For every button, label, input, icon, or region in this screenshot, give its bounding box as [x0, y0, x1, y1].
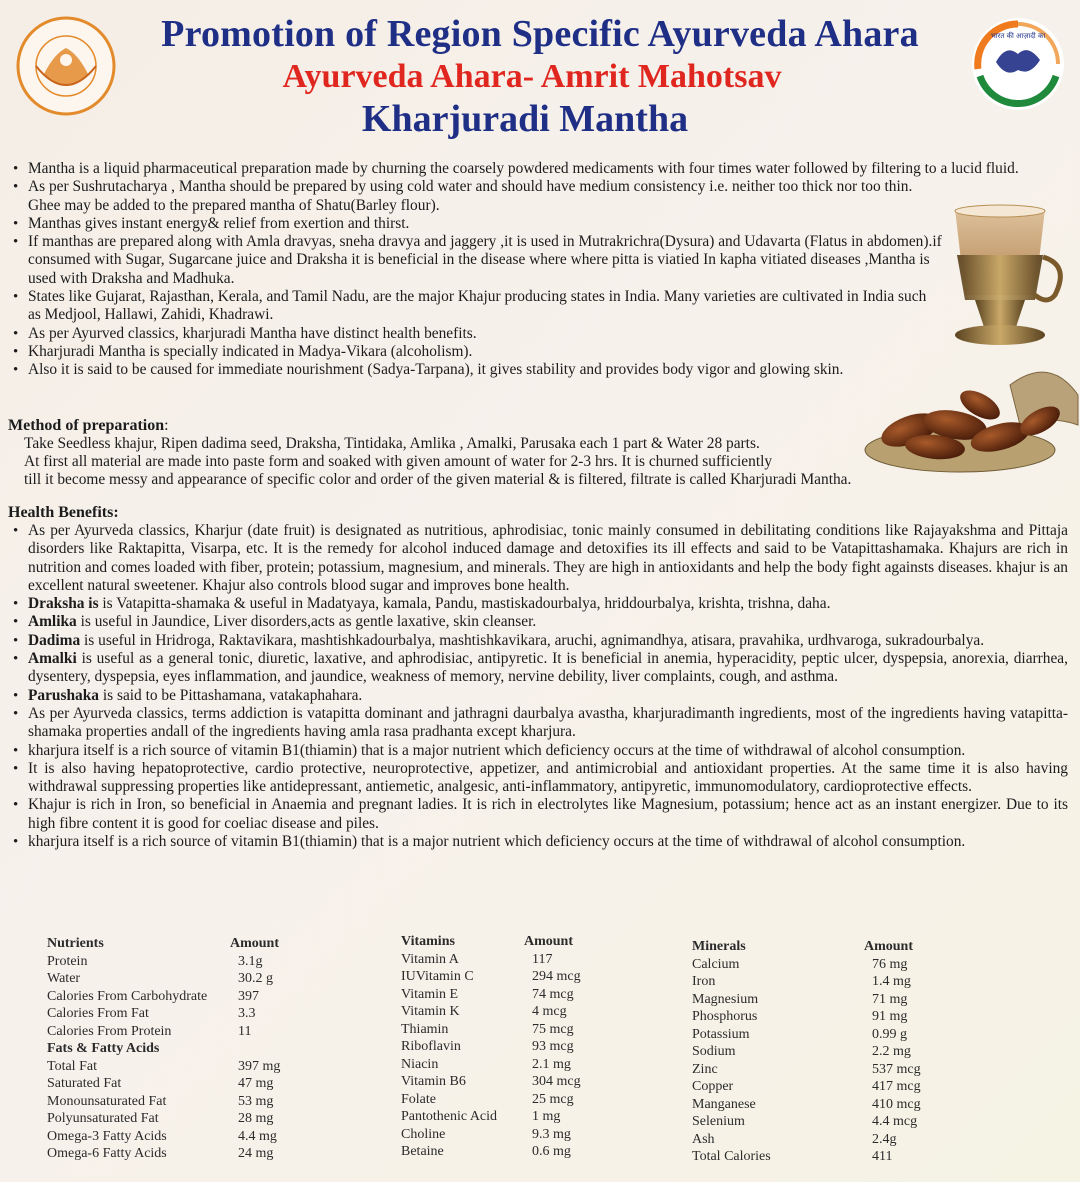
nutrient-name-cell: IUVitamin C — [401, 969, 474, 984]
nutrient-amount-cell: 4.4 mg — [238, 1128, 277, 1144]
nutrient-amount-cell: 91 mg — [872, 1009, 908, 1024]
health-bullet-text: is said to be Pittashamana, vatakaphahara. — [99, 686, 363, 704]
table-row — [692, 1043, 952, 1061]
table-row — [692, 956, 952, 974]
health-bullet — [8, 613, 1068, 631]
table-row — [692, 1008, 952, 1026]
nutrient-name-cell: Fats & Fatty Acids — [47, 1041, 160, 1056]
table-header-cell: Amount — [864, 939, 914, 954]
method-section — [8, 416, 1068, 489]
health-bullet-text: is useful as a general tonic, diuretic, laxative, and aphrodisiac, antipyretic. It is beneficial in anemia, hyperacidity, peptic ulcer, dyspepsia, anorexia, diarrhea, dysentery, dyspepsia, eyes inflammation, and jaundice, weakness of memory, nervine debility, liver complaints, cough, and asthma. — [28, 650, 1068, 686]
health-bullet — [8, 833, 1068, 851]
nutrient-amount-cell: 76 mg — [872, 956, 908, 972]
nutrient-name-cell: Vitamin B6 — [401, 1074, 466, 1089]
method-line: Take Seedless khajur, Ripen dadima seed, Draksha, Tintidaka, Amlika , Amalki, Parusaka each 1 part & Water 28 parts. — [24, 435, 760, 452]
nutrient-name-cell: Copper — [692, 1079, 734, 1094]
health-bullet — [8, 796, 1068, 833]
ingredient-name: Parushaka — [28, 686, 99, 704]
nutrient-name-cell: Calcium — [692, 956, 740, 972]
nutrient-name-cell: Ash — [692, 1131, 715, 1147]
health-bullet — [8, 742, 1068, 760]
table-header-cell: Minerals — [692, 939, 746, 954]
health-bullet-text: As per Ayurveda classics, terms addiction is vatapitta dominant and jathragni daurbalya avastha, kharjuradimanth ingredients, most of the ingredients having vatapitta-shamaka properties andall of the ingredients having amla rasa pradhanta except kharjura. — [28, 704, 1068, 741]
ingredient-name: Draksha is — [28, 595, 99, 613]
table-header-row — [47, 935, 318, 953]
table-row — [692, 973, 952, 991]
intro-bullet: • Kharjuradi Mantha is specially indicated in Madya-Vikara (alcoholism). — [8, 343, 933, 361]
table-row — [692, 1061, 952, 1079]
nutrient-name-cell: Zinc — [692, 1061, 718, 1077]
table-header-row — [692, 938, 952, 956]
table-row — [47, 1145, 318, 1163]
nutrient-amount-cell: 537 mcg — [872, 1061, 921, 1077]
table-row — [47, 1005, 318, 1023]
nutrient-name-cell: Calories From Carbohydrate — [47, 988, 208, 1004]
nutrient-amount-cell: 9.3 mg — [532, 1126, 571, 1142]
nutrient-name-cell: Pantothenic Acid — [401, 1109, 498, 1124]
table-row — [401, 1126, 612, 1144]
table-row — [47, 1075, 318, 1093]
nutrient-amount-cell: 71 mg — [872, 991, 908, 1007]
nutrient-name-cell: Saturated Fat — [47, 1076, 122, 1091]
nutrient-amount-cell: 74 mcg — [532, 986, 574, 1002]
nutrient-amount-cell: 11 — [238, 1023, 252, 1039]
nutrient-name-cell: Total Calories — [692, 1149, 771, 1164]
nutrient-amount-cell: 3.1g — [238, 953, 263, 969]
nutrient-name-cell: Water — [47, 971, 81, 986]
table-row — [47, 1128, 318, 1146]
method-heading — [8, 416, 1068, 435]
nutrient-amount-cell: 397 — [238, 988, 259, 1004]
nutrient-amount-cell: 3.3 — [238, 1006, 256, 1021]
nutrient-name-cell: Manganese — [692, 1096, 756, 1112]
health-bullet-text: kharjura itself is a rich source of vitamin B1(thiamin) that is a major nutrient which deficiency occurs at the time of withdrawal of alcohol consumption. — [28, 833, 966, 851]
nutrient-name-cell: Niacin — [401, 1056, 439, 1072]
table-header-row — [401, 933, 612, 951]
intro-bullet: • Mantha is a liquid pharmaceutical preparation made by churning the coarsely powdered medicaments with four times water followed by filtering to a lucid fluid. — [8, 160, 1080, 178]
table-row — [692, 1113, 952, 1131]
health-bullet-list — [8, 522, 1068, 851]
nutrient-name-cell: Thiamin — [401, 1021, 449, 1037]
health-benefits-heading: Health Benefits: — [8, 504, 119, 521]
nutrient-name-cell: Sodium — [692, 1044, 736, 1059]
health-bullet-text: As per Ayurveda classics, Kharjur (date fruit) is designated as nutritious, aphrodisiac, tonic mainly consumed in debilitating conditions like Rajayakshma and Pittaja disorders like Raktapitta, Visarpa, etc. It is the remedy for alcohol induced damage and detoxifies its ill effects and said to be Vatapittashamaka. Khajurs are rich in nutrition and comes loaded with fiber, protein; potassium, magnesium, and minerals. They are high in antioxidants and help the body fight againsts diseases. khajur is an excellent natural sweetener. Khajur also controls blood sugar and improves bone health. — [28, 522, 1068, 594]
nutrient-name-cell: Vitamin E — [401, 986, 459, 1002]
nutrient-name-cell: Polyunsaturated Fat — [47, 1111, 159, 1126]
health-bullet — [8, 632, 1068, 650]
health-bullet — [8, 595, 1068, 613]
table-row — [401, 1073, 612, 1091]
nutrient-name-cell: Vitamin K — [401, 1004, 460, 1019]
nutrient-name-cell: Choline — [401, 1126, 446, 1142]
health-bullet-text: It is also having hepatoprotective, cardio protective, neuroprotective, appetizer, and antimicrobial and antioxidant properties. At the same time it is also having withdrawal suppressing properties like antidepressant, antiemetic, analgesic, anti-inflammatory, antipyretic, immunomodulatory, cardioprotective effects. — [28, 759, 1068, 796]
nutrient-amount-cell: 28 mg — [238, 1111, 274, 1126]
nutrient-amount-cell: 4 mcg — [532, 1004, 567, 1019]
nutrient-name-cell: Phosphorus — [692, 1009, 758, 1024]
table-row — [401, 951, 612, 969]
nutrient-name-cell: Vitamin A — [401, 951, 459, 967]
intro-bullet: • As per Sushrutacharya , Mantha should be prepared by using cold water and should have medium consistency i.e. neither too thick nor too thin. Ghee may be added to the prepared mantha of Shatu(Barley flour). — [8, 178, 933, 215]
nutrient-amount-cell: 411 — [872, 1149, 893, 1164]
table-row — [47, 953, 318, 971]
intro-bullet: • As per Ayurved classics, kharjuradi Mantha have distinct health benefits. — [8, 325, 933, 343]
nutrient-amount-cell: 294 mcg — [532, 969, 581, 984]
health-bullet-text: Khajur is rich in Iron, so beneficial in Anaemia and pregnant ladies. It is rich in electrolytes like Magnesium, potassium; hence act as an instant energizer. Due to its high fibre content it is good for coeliac disease and piles. — [28, 796, 1068, 832]
table-row — [692, 1078, 952, 1096]
nutrient-name-cell: Selenium — [692, 1114, 745, 1129]
nutrient-amount-cell: 93 mcg — [532, 1039, 574, 1054]
ingredient-name: Amlika — [28, 613, 77, 631]
table-row — [401, 1003, 612, 1021]
table-row — [692, 1096, 952, 1114]
nutrient-name-cell: Magnesium — [692, 991, 759, 1007]
nutrient-name-cell: Monounsaturated Fat — [47, 1093, 167, 1109]
table-row — [47, 1040, 318, 1058]
table-row — [401, 1021, 612, 1039]
nutrient-amount-cell: 417 mcg — [872, 1079, 921, 1094]
minerals-table — [692, 938, 952, 1166]
intro-bullet: • States like Gujarat, Rajasthan, Kerala, and Tamil Nadu, are the major Khajur producing states in India. Many varieties are cultivated in India such as Medjool, Hallawi, Zahidi, Khadrawi. — [8, 288, 933, 325]
table-header-cell: Nutrients — [47, 936, 104, 951]
table-row — [692, 1148, 952, 1166]
health-bullet — [8, 687, 1068, 705]
svg-text:भारत की आज़ादी का: भारत की आज़ादी का — [990, 32, 1046, 40]
health-bullet — [8, 522, 1068, 595]
table-row — [401, 1038, 612, 1056]
nutrient-name-cell: Protein — [47, 953, 88, 969]
table-row — [692, 1131, 952, 1149]
nutrient-amount-cell: 0.99 g — [872, 1026, 907, 1042]
nutrient-name-cell: Total Fat — [47, 1058, 97, 1074]
table-row — [47, 988, 318, 1006]
nutrient-name-cell: Riboflavin — [401, 1039, 461, 1054]
nutrient-amount-cell: 25 mcg — [532, 1091, 574, 1107]
table-row — [401, 1091, 612, 1109]
nutrient-amount-cell: 53 mg — [238, 1093, 274, 1109]
method-heading-colon: : — [164, 417, 169, 434]
nutrient-name-cell: Calories From Protein — [47, 1023, 172, 1039]
health-bullet-text: is useful in Jaundice, Liver disorders,acts as gentle laxative, skin cleanser. — [76, 613, 537, 631]
nutrient-name-cell: Betaine — [401, 1144, 444, 1159]
nutrient-name-cell: Omega-6 Fatty Acids — [47, 1146, 167, 1161]
ingredient-name: Amalki — [28, 650, 77, 668]
nutrient-amount-cell: 4.4 mcg — [872, 1114, 918, 1129]
intro-bullet-list — [8, 160, 1068, 380]
nutrient-amount-cell: 397 mg — [238, 1058, 281, 1074]
health-bullet — [8, 760, 1068, 797]
method-line: till it become messy and appearance of specific color and order of the given material & is filtered, filtrate is called Kharjuradi Mantha. — [24, 471, 852, 488]
nutrient-name-cell: Potassium — [692, 1026, 750, 1042]
page-title: Promotion of Region Specific Ayurveda Ahara — [161, 13, 919, 55]
health-benefits-section — [8, 503, 1068, 851]
table-row — [401, 968, 612, 986]
nutrient-amount-cell: 2.2 mg — [872, 1044, 911, 1059]
table-row — [47, 970, 318, 988]
nutrient-name-cell: Iron — [692, 974, 716, 989]
nutrients-table — [47, 935, 318, 1163]
nutrient-amount-cell: 1 mg — [532, 1109, 561, 1124]
nutrient-amount-cell: 47 mg — [238, 1076, 274, 1091]
nutrient-amount-cell: 304 mcg — [532, 1074, 581, 1089]
nutrient-amount-cell — [230, 1040, 318, 1058]
table-row — [401, 986, 612, 1004]
table-header-cell: Amount — [230, 936, 280, 951]
page-subtitle: Ayurveda Ahara- Amrit Mahotsav — [282, 58, 782, 95]
table-row — [47, 1023, 318, 1041]
table-row — [401, 1108, 612, 1126]
nutrient-amount-cell: 30.2 g — [238, 971, 273, 986]
table-row — [692, 991, 952, 1009]
method-line: At first all material are made into paste form and soaked with given amount of water for 2-3 hrs. It is churned sufficiently — [24, 453, 773, 470]
table-header-cell: Amount — [524, 934, 574, 949]
vitamins-table — [401, 933, 612, 1161]
table-row — [47, 1110, 318, 1128]
nutrient-amount-cell: 75 mcg — [532, 1021, 574, 1037]
intro-section — [8, 160, 1068, 380]
nutrient-amount-cell: 410 mcg — [872, 1096, 921, 1112]
nutrient-amount-cell: 1.4 mg — [872, 974, 911, 989]
health-bullet-text: is useful in Hridroga, Raktavikara, mashtishkadourbalya, mashtishkavikara, aruchi, agnimandhya, atisara, pravahika, urdhvaroga, sukradourbalya. — [80, 631, 985, 649]
nutrient-amount-cell: 2.4g — [872, 1131, 897, 1147]
table-header-cell: Vitamins — [401, 934, 455, 949]
nutrient-name-cell: Folate — [401, 1091, 436, 1107]
table-row — [47, 1093, 318, 1111]
table-row — [401, 1143, 612, 1161]
ingredient-name: Dadima — [28, 631, 81, 649]
nutrient-amount-cell: 24 mg — [238, 1146, 274, 1161]
nutrient-amount-cell: 0.6 mg — [532, 1144, 571, 1159]
nutrient-amount-cell: 117 — [532, 951, 553, 967]
nutrient-amount-cell: 2.1 mg — [532, 1056, 571, 1072]
health-bullet-text: is Vatapitta-shamaka & useful in Madatyaya, kamala, Pandu, mastiskadourbalya, hriddourbalya, krishta, trishna, daha. — [98, 595, 831, 613]
health-bullet — [8, 650, 1068, 687]
method-heading-text: Method of preparation — [8, 417, 165, 434]
table-row — [692, 1026, 952, 1044]
intro-bullet: • Manthas gives instant energy& relief from exertion and thirst. — [8, 215, 933, 233]
intro-bullet: • Also it is said to be caused for immediate nourishment (Sadya-Tarpana), it gives stability and provides body vigor and glowing skin. — [8, 361, 953, 379]
health-bullet-text: kharjura itself is a rich source of vitamin B1(thiamin) that is a major nutrient which deficiency occurs at the time of withdrawal of alcohol consumption. — [28, 741, 966, 759]
table-row — [401, 1056, 612, 1074]
intro-bullet: • If manthas are prepared along with Amla dravyas, sneha dravya and jaggery ,it is used in Mutrakrichra(Dysura) and Udavarta (Flatus in abdomen).if consumed with Sugar, Sugarcane juice and Draksha it is beneficial in the disease where where pitta is viatied In kapha vitiated diseases ,Mantha is used with Draksha and Madhuka. — [8, 233, 953, 288]
health-bullet — [8, 705, 1068, 742]
nutrient-name-cell: Calories From Fat — [47, 1006, 149, 1021]
recipe-title: Kharjuradi Mantha — [361, 98, 689, 140]
table-row — [47, 1058, 318, 1076]
nutrient-name-cell: Omega-3 Fatty Acids — [47, 1128, 167, 1144]
